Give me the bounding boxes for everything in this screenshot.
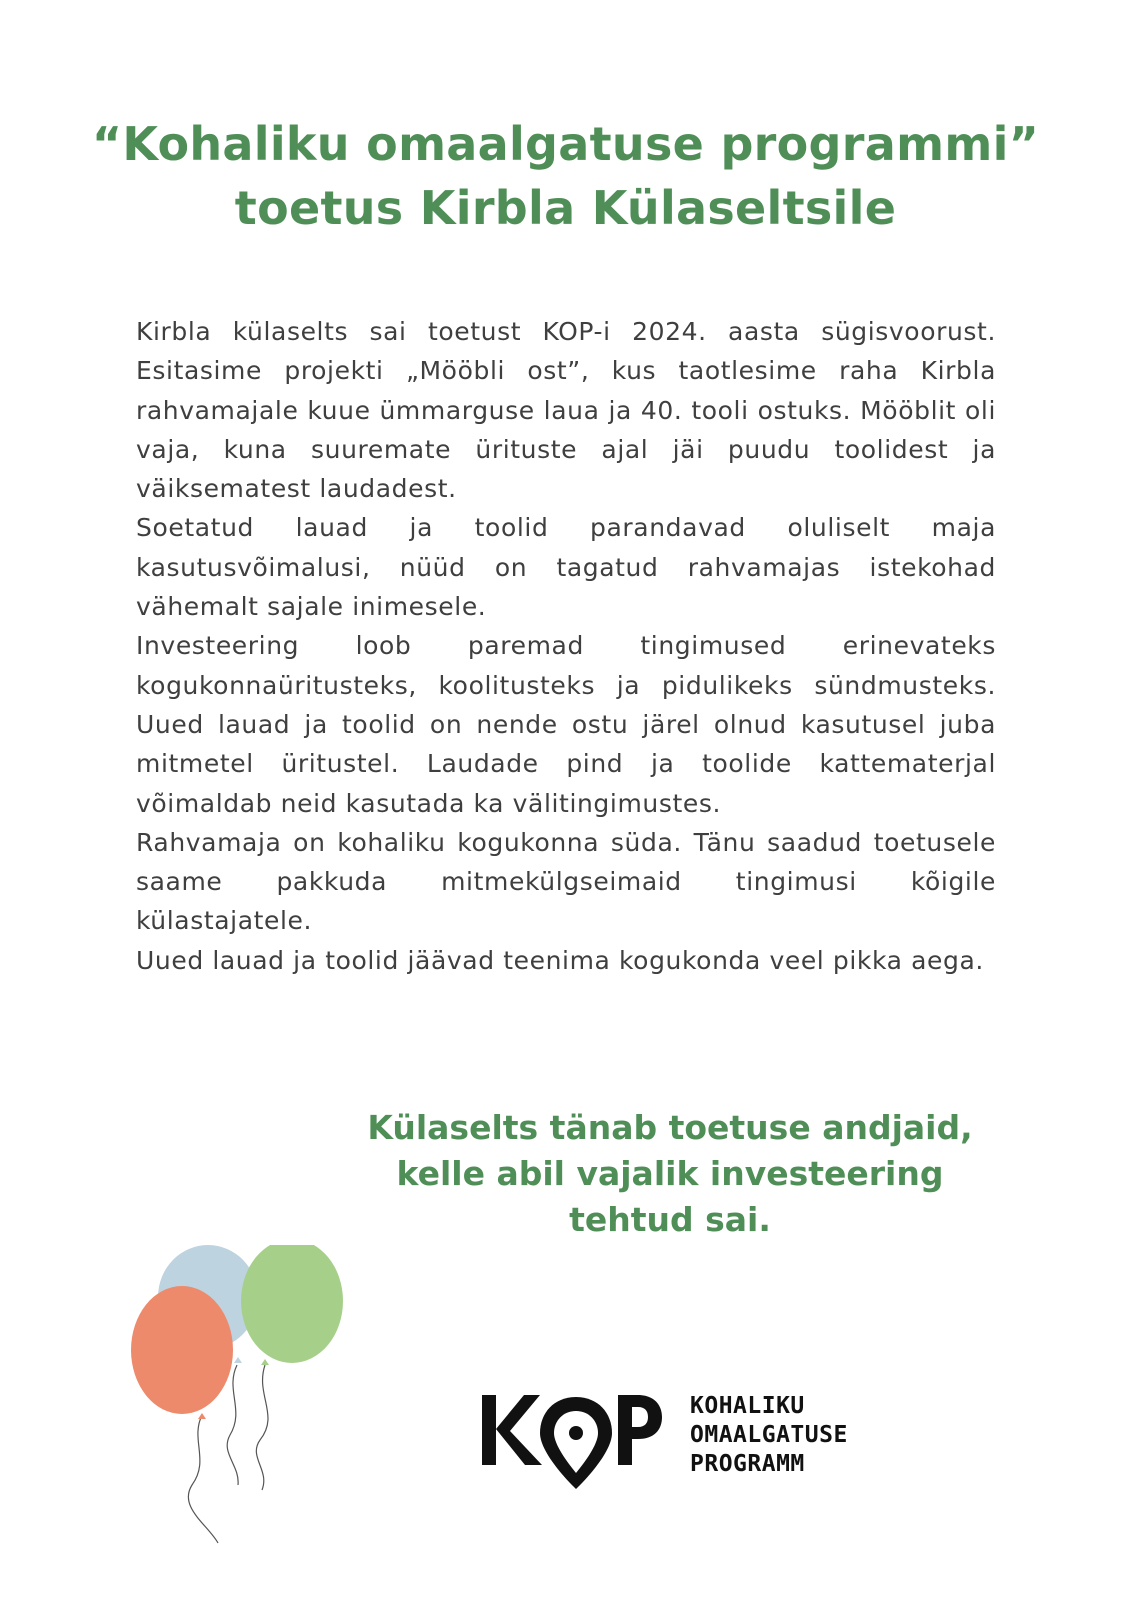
logo-letter-k-stem: [482, 1395, 496, 1465]
page-title-line-2: toetus Kirbla Külaseltsile: [234, 181, 897, 235]
balloon-string: [227, 1365, 238, 1485]
paragraph-2: Soetatud lauad ja toolid parandavad oluliselt maja kasutusvõimalusi, nüüd on tagatud rahvamajas istekohad vähemalt sajale inimesele.: [136, 513, 996, 622]
kop-logo-mark: [482, 1385, 662, 1495]
green-balloon-knot: [261, 1359, 269, 1365]
paragraph-3: Investeering loob paremad tingimused erinevateks kogukonnaüritusteks, koolitusteks ja pidulikeks sündmusteks. Uued lauad ja toolid on nende ostu järel olnud kasutusel juba mitmetel üritustel. Laudade pind ja toolide kattematerjal võimaldab neid kasutada ka välitingimustes.: [136, 631, 996, 818]
paragraph-1: Kirbla külaselts sai toetust KOP-i 2024. aasta sügisvoorust. Esitasime projekti „Mööbli ost”, kus taotlesime raha Kirbla rahvamajale kuue ümmarguse laua ja 40. tooli ostuks. Mööblit oli vaja, kuna suuremate ürituste ajal jäi puudu toolidest ja väiksematest laudadest.: [136, 317, 996, 504]
kop-logo-text-line-2: OMAALGATUSE: [690, 1422, 848, 1448]
blue-balloon-knot: [234, 1357, 242, 1363]
kop-logo-text: [690, 1392, 848, 1479]
red-balloon: [131, 1286, 233, 1414]
balloon-string: [256, 1365, 268, 1490]
paragraph-5: Uued lauad ja toolid jäävad teenima kogukonda veel pikka aega.: [136, 945, 984, 975]
balloon-string: [188, 1415, 218, 1543]
thank-you-line-1: Külaselts tänab toetuse andjaid,: [367, 1108, 973, 1147]
logo-letter-p-stem: [618, 1395, 632, 1465]
page-title: [0, 112, 1131, 240]
paragraph-4: Rahvamaja on kohaliku kogukonna süda. Tänu saadud toetusele saame pakkuda mitmekülgseimaid tingimusi kõigile külastajatele.: [136, 827, 996, 936]
red-balloon-knot: [198, 1413, 206, 1419]
page-title-line-1: “Kohaliku omaalgatuse programmi”: [91, 117, 1040, 171]
location-pin-icon: [540, 1397, 612, 1489]
kop-logo-text-line-3: PROGRAMM: [690, 1451, 805, 1477]
thank-you-line-2: kelle abil vajalik investeering: [396, 1154, 944, 1193]
green-balloon: [241, 1245, 343, 1363]
thank-you-line-3: tehtud sai.: [569, 1200, 771, 1239]
article-body: [136, 312, 996, 980]
balloons-illustration: [130, 1245, 360, 1545]
logo-letter-k-arms: [496, 1395, 542, 1465]
thank-you-note: [330, 1105, 1010, 1243]
logo-letter-p-bowl: [632, 1395, 662, 1439]
kop-logo-text-line-1: KOHALIKU: [690, 1393, 805, 1419]
